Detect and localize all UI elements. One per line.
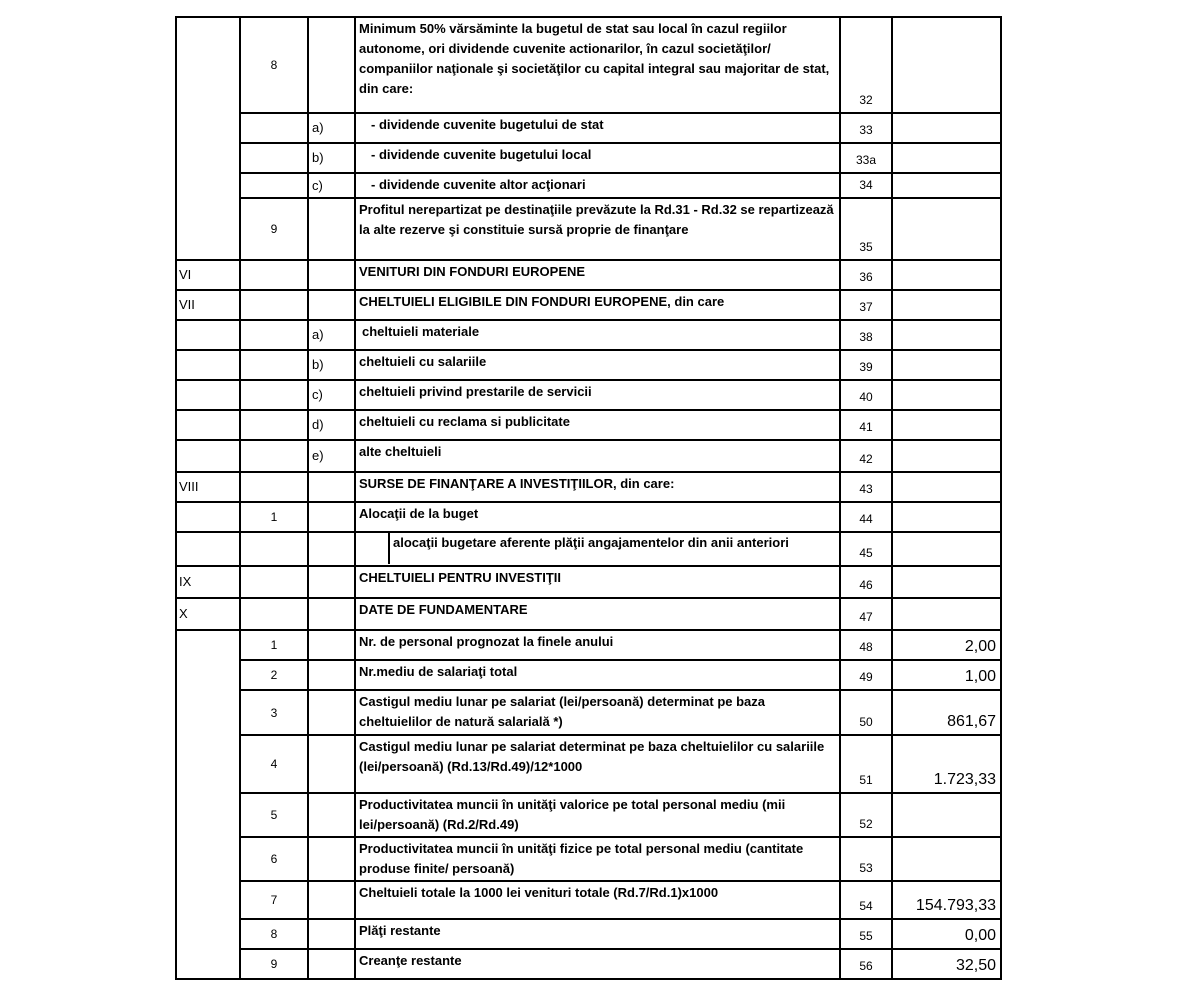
description-cell: Productivitatea muncii în unităţi fizice pe total personal mediu (cantitate produse finite/ persoană) xyxy=(355,837,840,881)
description-cell: Castigul mediu lunar pe salariat determinat pe baza cheltuielilor cu salariile (lei/persoană) (Rd.13/Rd.49)/12*1000 xyxy=(355,735,840,793)
table-row xyxy=(176,919,1001,949)
table-row xyxy=(176,472,1001,502)
value-cell xyxy=(892,598,1001,630)
letter-cell xyxy=(308,735,355,793)
number-cell xyxy=(240,143,308,173)
number-cell: 5 xyxy=(240,793,308,837)
letter-cell xyxy=(308,881,355,919)
letter-cell: d) xyxy=(308,410,355,440)
value-cell: 0,00 xyxy=(892,919,1001,949)
letter-cell: b) xyxy=(308,143,355,173)
value-cell: 32,50 xyxy=(892,949,1001,979)
value-cell xyxy=(892,173,1001,198)
section-cell xyxy=(176,532,240,566)
description-cell: CHELTUIELI ELIGIBILE DIN FONDURI EUROPENE, din care xyxy=(355,290,840,320)
description-cell: Plăţi restante xyxy=(355,919,840,949)
number-cell xyxy=(240,350,308,380)
number-cell: 8 xyxy=(240,17,308,113)
number-cell: 8 xyxy=(240,919,308,949)
number-cell: 3 xyxy=(240,690,308,735)
description-cell: Castigul mediu lunar pe salariat (lei/persoană) determinat pe baza cheltuielilor de natură salarială *) xyxy=(355,690,840,735)
number-cell: 9 xyxy=(240,198,308,260)
value-cell xyxy=(892,380,1001,410)
number-cell xyxy=(240,380,308,410)
description-cell: Nr. de personal prognozat la finele anului xyxy=(355,630,840,660)
letter-cell xyxy=(308,630,355,660)
table-row xyxy=(176,837,1001,881)
value-cell xyxy=(892,198,1001,260)
description-cell: SURSE DE FINANŢARE A INVESTIŢIILOR, din care: xyxy=(355,472,840,502)
value-cell xyxy=(892,410,1001,440)
letter-cell: a) xyxy=(308,113,355,143)
number-cell: 7 xyxy=(240,881,308,919)
table-row xyxy=(176,532,1001,566)
value-cell xyxy=(892,260,1001,290)
section-cell: VII xyxy=(176,290,240,320)
row-code-cell: 33a xyxy=(840,143,892,173)
number-cell: 6 xyxy=(240,837,308,881)
section-cell xyxy=(176,17,240,260)
value-cell xyxy=(892,440,1001,472)
section-cell xyxy=(176,502,240,532)
row-code-cell: 34 xyxy=(840,173,892,198)
table-row xyxy=(176,320,1001,350)
description-cell xyxy=(355,532,840,566)
row-code-cell: 49 xyxy=(840,660,892,690)
row-code-cell: 35 xyxy=(840,198,892,260)
number-cell: 4 xyxy=(240,735,308,793)
description-cell: - dividende cuvenite bugetului de stat xyxy=(355,113,840,143)
section-cell xyxy=(176,630,240,979)
description-cell: - dividende cuvenite altor acţionari xyxy=(355,173,840,198)
section-cell: VIII xyxy=(176,472,240,502)
table-row xyxy=(176,113,1001,143)
number-cell xyxy=(240,532,308,566)
description-cell: Nr.mediu de salariaţi total xyxy=(355,660,840,690)
row-code-cell: 53 xyxy=(840,837,892,881)
number-cell xyxy=(240,598,308,630)
section-cell xyxy=(176,350,240,380)
row-code-cell: 32 xyxy=(840,17,892,113)
row-code-cell: 36 xyxy=(840,260,892,290)
value-cell: 154.793,33 xyxy=(892,881,1001,919)
row-code-cell: 52 xyxy=(840,793,892,837)
letter-cell: c) xyxy=(308,380,355,410)
letter-cell xyxy=(308,919,355,949)
letter-cell: e) xyxy=(308,440,355,472)
number-cell: 2 xyxy=(240,660,308,690)
section-cell xyxy=(176,320,240,350)
description-cell: Cheltuieli totale la 1000 lei venituri totale (Rd.7/Rd.1)x1000 xyxy=(355,881,840,919)
description-cell: Profitul nerepartizat pe destinaţiile prevăzute la Rd.31 - Rd.32 se repartizează la alte rezerve şi constituie sursă proprie de finanţare xyxy=(355,198,840,260)
row-code-cell: 54 xyxy=(840,881,892,919)
row-code-cell: 47 xyxy=(840,598,892,630)
row-code-cell: 51 xyxy=(840,735,892,793)
number-cell: 1 xyxy=(240,630,308,660)
description-cell: DATE DE FUNDAMENTARE xyxy=(355,598,840,630)
value-cell xyxy=(892,17,1001,113)
row-code-cell: 46 xyxy=(840,566,892,598)
row-code-cell: 43 xyxy=(840,472,892,502)
letter-cell xyxy=(308,660,355,690)
letter-cell: c) xyxy=(308,173,355,198)
value-cell xyxy=(892,502,1001,532)
description-cell: cheltuieli privind prestarile de servicii xyxy=(355,380,840,410)
letter-cell xyxy=(308,290,355,320)
table-row xyxy=(176,198,1001,260)
letter-cell xyxy=(308,690,355,735)
value-cell: 2,00 xyxy=(892,630,1001,660)
value-cell xyxy=(892,320,1001,350)
number-cell xyxy=(240,440,308,472)
table-row xyxy=(176,949,1001,979)
row-code-cell: 39 xyxy=(840,350,892,380)
letter-cell: b) xyxy=(308,350,355,380)
budget-table xyxy=(175,16,1002,980)
number-cell xyxy=(240,260,308,290)
description-cell: VENITURI DIN FONDURI EUROPENE xyxy=(355,260,840,290)
value-cell xyxy=(892,143,1001,173)
value-cell xyxy=(892,532,1001,566)
description-text: alocaţii bugetare aferente plăţii angajamentelor din anii anteriori xyxy=(393,535,789,550)
table-row xyxy=(176,690,1001,735)
table-row xyxy=(176,380,1001,410)
row-code-cell: 40 xyxy=(840,380,892,410)
description-cell: alte cheltuieli xyxy=(355,440,840,472)
number-cell xyxy=(240,320,308,350)
table-row xyxy=(176,17,1001,113)
description-cell: - dividende cuvenite bugetului local xyxy=(355,143,840,173)
value-cell: 861,67 xyxy=(892,690,1001,735)
letter-cell xyxy=(308,566,355,598)
letter-cell xyxy=(308,598,355,630)
number-cell xyxy=(240,472,308,502)
description-cell: cheltuieli cu reclama si publicitate xyxy=(355,410,840,440)
value-cell xyxy=(892,793,1001,837)
description-cell: CHELTUIELI PENTRU INVESTIŢII xyxy=(355,566,840,598)
table-row xyxy=(176,290,1001,320)
section-cell: IX xyxy=(176,566,240,598)
row-code-cell: 42 xyxy=(840,440,892,472)
nested-spacer xyxy=(356,532,390,564)
table-row xyxy=(176,566,1001,598)
row-code-cell: 55 xyxy=(840,919,892,949)
table-row xyxy=(176,260,1001,290)
table-row xyxy=(176,598,1001,630)
number-cell xyxy=(240,566,308,598)
section-cell xyxy=(176,440,240,472)
section-cell: X xyxy=(176,598,240,630)
table-row xyxy=(176,173,1001,198)
letter-cell xyxy=(308,472,355,502)
row-code-cell: 38 xyxy=(840,320,892,350)
table-row xyxy=(176,502,1001,532)
nested-description xyxy=(359,533,836,563)
value-cell xyxy=(892,566,1001,598)
letter-cell xyxy=(308,17,355,113)
table-row xyxy=(176,143,1001,173)
letter-cell xyxy=(308,532,355,566)
number-cell: 1 xyxy=(240,502,308,532)
table-row xyxy=(176,793,1001,837)
table-row xyxy=(176,350,1001,380)
number-cell xyxy=(240,290,308,320)
row-code-cell: 45 xyxy=(840,532,892,566)
value-cell xyxy=(892,350,1001,380)
number-cell xyxy=(240,173,308,198)
number-cell xyxy=(240,410,308,440)
section-cell: VI xyxy=(176,260,240,290)
number-cell xyxy=(240,113,308,143)
table-row xyxy=(176,410,1001,440)
description-cell: Minimum 50% vărsăminte la bugetul de stat sau local în cazul regiilor autonome, ori dividende cuvenite actionarilor, în cazul societăţilor/ companiilor naţionale şi societăţilor cu capital integral sau majoritar de stat, din care: xyxy=(355,17,840,113)
value-cell xyxy=(892,113,1001,143)
table-row xyxy=(176,881,1001,919)
description-cell: Productivitatea muncii în unităţi valorice pe total personal mediu (mii lei/persoană) (Rd.2/Rd.49) xyxy=(355,793,840,837)
table-row xyxy=(176,660,1001,690)
row-code-cell: 33 xyxy=(840,113,892,143)
letter-cell xyxy=(308,260,355,290)
description-cell: Alocaţii de la buget xyxy=(355,502,840,532)
row-code-cell: 56 xyxy=(840,949,892,979)
value-cell: 1,00 xyxy=(892,660,1001,690)
letter-cell xyxy=(308,198,355,260)
row-code-cell: 37 xyxy=(840,290,892,320)
letter-cell xyxy=(308,837,355,881)
section-cell xyxy=(176,410,240,440)
description-cell: cheltuieli materiale xyxy=(355,320,840,350)
table-row xyxy=(176,630,1001,660)
number-cell: 9 xyxy=(240,949,308,979)
description-cell: Creanţe restante xyxy=(355,949,840,979)
letter-cell xyxy=(308,793,355,837)
row-code-cell: 50 xyxy=(840,690,892,735)
table-row xyxy=(176,735,1001,793)
row-code-cell: 44 xyxy=(840,502,892,532)
value-cell xyxy=(892,472,1001,502)
letter-cell: a) xyxy=(308,320,355,350)
section-cell xyxy=(176,380,240,410)
description-cell: cheltuieli cu salariile xyxy=(355,350,840,380)
value-cell xyxy=(892,837,1001,881)
row-code-cell: 41 xyxy=(840,410,892,440)
table-row xyxy=(176,440,1001,472)
value-cell xyxy=(892,290,1001,320)
value-cell: 1.723,33 xyxy=(892,735,1001,793)
row-code-cell: 48 xyxy=(840,630,892,660)
letter-cell xyxy=(308,502,355,532)
letter-cell xyxy=(308,949,355,979)
